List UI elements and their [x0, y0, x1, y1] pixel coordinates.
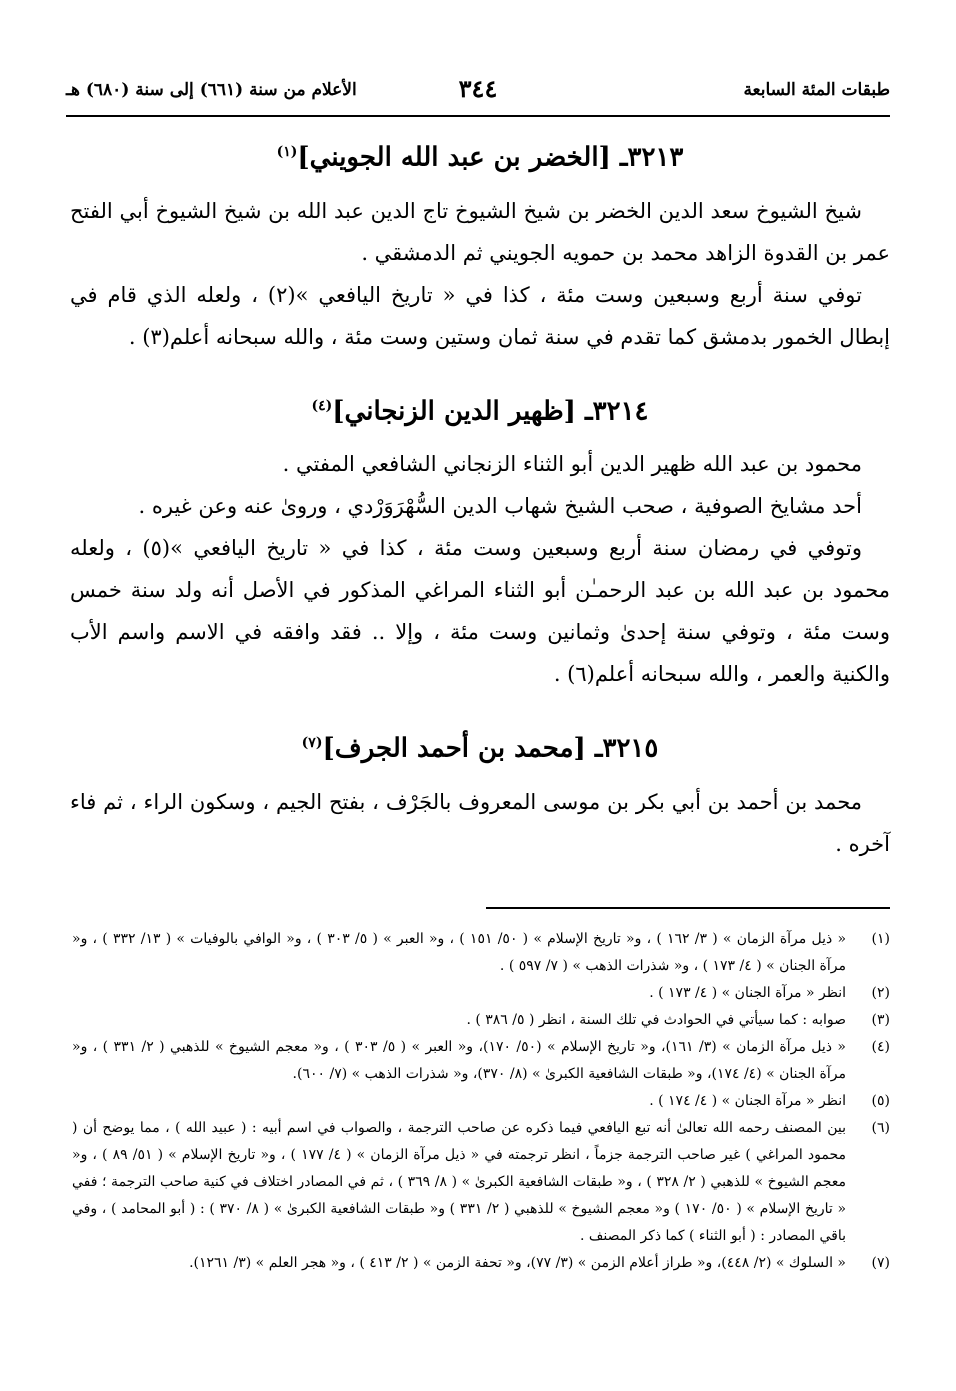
entry-title: ٣٢١٣ـ [الخضر بن عبد الله الجويني]$^{(١)}$ — [276, 142, 684, 173]
entry-paragraph: توفي سنة أربع وسبعين وست مئة ، كذا في « تاريخ اليافعي »(٢) ، ولعله الذي قام في إبطال الخمور بدمشق كما تقدم في سنة ثمان وستين وست مئة ، والله سبحانه أعلم(٣) . — [70, 282, 890, 349]
footnote-text: « ذيل مرآة الزمان » ( ٣/ ١٦٢ ) ، و« تاريخ الإسلام » ( ٥٠/ ١٥١ ) ، و« العبر » ( ٥/ ٣٠٣ ) ، و« الوافي بالوفيات » ( ١٣/ ٣٣٢ ) ، و« مرآة الجنان » ( ٤/ ١٧٣ ) ، و« شذرات الذهب » ( ٧/ ٥٩٧ ) . — [72, 931, 847, 974]
header-section-title: طبقات المئة السابعة — [743, 80, 890, 100]
header-divider — [66, 115, 890, 117]
footnote-number: (٦) — [871, 1120, 890, 1136]
entry-title: ٣٢١٥ـ [محمد بن أحمد الجرف]$^{(٧)}$ — [301, 733, 659, 764]
footnote-divider — [486, 907, 890, 909]
footnote-text: بين المصنف رحمه الله تعالىٰ أنه تبع اليافعي فيما ذكره عن صاحب الترجمة ، والصواب في اسم أبيه : ( عبيد الله ) ، مما يوضح أن ( محمود المراغي ) غير صاحب الترجمة جزماً ، انظر ترجمته في « ذيل مرآة الزمان » ( ٤/ ١٧٧ ) ، و« تاريخ الإسلام » ( ٥١/ ٨٩ ) ، و« معجم الشيوخ » للذهبي ( ٢/ ٣٢٨ ) ، و« طبقات الشافعية الكبرىٰ » ( ٨/ ٣٦٩ ) ، ثم في المصادر اختلاف في كنية صاحب الترجمة ؛ ففي « تاريخ الإسلام » ( ٥٠/ ١٧٠ ) و« معجم الشيوخ » للذهبي ( ٢/ ٣٣١ ) و« طبقات الشافعية الكبرىٰ » ( ٨/ ٣٧٠ ) : ( أبو المحامد ) ، وفي باقي المصادر : ( أبو الثناء ) كما ذكر المصنف . — [72, 1120, 847, 1244]
entry-title: ٣٢١٤ـ [ظهير الدين الزنجاني]$^{(٤)}$ — [311, 396, 649, 427]
running-header — [66, 74, 890, 104]
footnotes — [72, 926, 890, 1277]
footnote — [72, 1088, 890, 1115]
entry-paragraph: وتوفي في رمضان سنة أربع وسبعين وست مئة ، كذا في « تاريخ اليافعي »(٥) ، ولعله محمود بن عبد الله بن عبد الرحمـٰن أبو الثناء المراغي المذكور في الأصل أنه ولد سنة خمس وست مئة ، وتوفي سنة إحدىٰ وثمانين وست مئة ، وإلا .. فقد وافقه في الاسم واسم الأب والكنية والعمر ، والله سبحانه أعلم(٦) . — [70, 536, 890, 687]
footnote-ref: (٧) — [301, 735, 323, 752]
footnote — [72, 1034, 890, 1088]
entry-paragraph: شيخ الشيوخ سعد الدين الخضر بن شيخ الشيوخ تاج الدين عبد الله بن شيخ الشيوخ أبي الفتح عمر بن القدوة الزاهد محمد بن حمويه الجويني ثم الدمشقي . — [70, 198, 890, 265]
footnote-text: انظر « مرآة الجنان » ( ٤/ ١٧٣ ) . — [649, 985, 846, 1001]
footnote-ref: (١) — [276, 144, 298, 160]
footnote-text: « ذيل مرآة الزمان » (٣/ ١٦١)، و« تاريخ الإسلام » (٥٠/ ١٧٠)، و« العبر » ( ٥/ ٣٠٣ ) ، و« معجم الشيوخ » للذهبي ( ٢/ ٣٣١ ) ، و« مرآة الجنان » (٤/ ١٧٤)، و« طبقات الشافعية الكبرىٰ » (٨/ ٣٧٠)، و« شذرات الذهب » (٧/ ٦٠٠). — [72, 1039, 846, 1082]
header-volume-range: الأعلام من سنة (٦٦١) إلى سنة (٦٨٠) هـ — [66, 80, 357, 100]
footnote-number: (١) — [871, 931, 890, 947]
footnote — [72, 1250, 890, 1277]
page-number: ٣٤٤ — [458, 74, 498, 103]
footnote — [72, 1115, 890, 1250]
entry-paragraph: محمود بن عبد الله ظهير الدين أبو الثناء الزنجاني الشافعي المفتي . — [282, 452, 862, 477]
entry-paragraph: أحد مشايخ الصوفية ، صحب الشيخ شهاب الدين السُّهْرَوَرْدي ، وروىٰ عنه وعن غيره . — [138, 494, 862, 519]
footnote — [72, 926, 890, 980]
footnote — [72, 980, 890, 1007]
footnote-text: « السلوك » (٢/ ٤٤٨)، و« طراز أعلام الزمن » (٣/ ٧٧)، و« تحفة الزمن » ( ٢/ ٤١٣ ) ، و« هجر العلم » (٣/ ١٢٦١). — [189, 1255, 846, 1271]
footnote-number: (٧) — [871, 1255, 890, 1271]
footnote-number: (٥) — [871, 1093, 890, 1109]
footnote-text: انظر « مرآة الجنان » ( ٤/ ١٧٤ ) . — [649, 1093, 846, 1109]
footnote-ref: (٤) — [311, 397, 333, 414]
footnote-number: (٢) — [871, 985, 890, 1001]
footnote — [72, 1007, 890, 1034]
main-text — [70, 126, 890, 865]
footnote-number: (٣) — [871, 1012, 890, 1028]
footnote-number: (٤) — [871, 1039, 890, 1055]
entry-paragraph: محمد بن أحمد بن أبي بكر بن موسى المعروف بالجَرْف ، بفتح الجيم ، وسكون الراء ، ثم فاء آخره . — [70, 789, 890, 856]
footnote-text: صوابه : كما سيأتي في الحوادث في تلك السنة ، انظر ( ٥/ ٣٨٦ ) . — [466, 1012, 846, 1028]
